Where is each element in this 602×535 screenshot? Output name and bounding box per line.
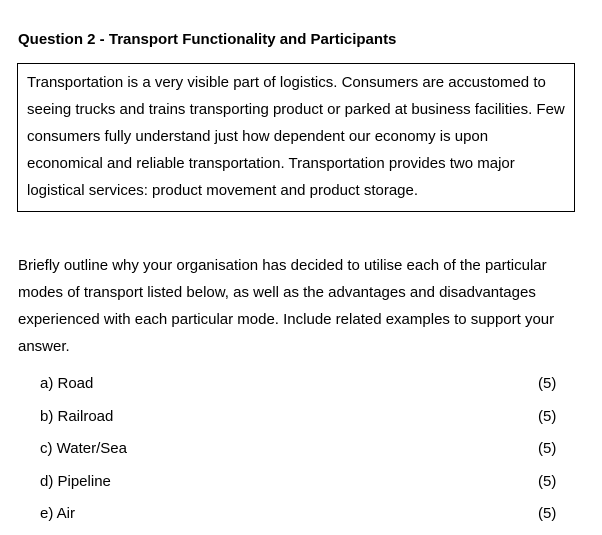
context-box: [17, 63, 575, 212]
instructions-text: Briefly outline why your organisation has decided to utilise each of the particular modes of transport listed below, as well as the advantages and disadvantages experienced with each particular mode. Include related examples to support your answer.: [18, 257, 555, 355]
sub-question-marks: (5): [538, 375, 557, 392]
sub-question-railroad: [40, 403, 560, 436]
sub-question-label: d) Pipeline: [40, 472, 111, 490]
sub-question-label: c) Water/Sea: [40, 440, 127, 457]
sub-question-label: e) Air: [40, 505, 76, 522]
sub-question-water-sea: [40, 435, 560, 468]
sub-question-marks: (5): [538, 472, 557, 490]
question-heading: [18, 31, 396, 49]
sub-question-pipeline: [40, 468, 560, 501]
heading-separator: -: [95, 31, 109, 48]
sub-question-list: [40, 370, 560, 533]
question-number: Question 2: [18, 31, 96, 48]
sub-question-marks: (5): [538, 407, 557, 425]
sub-question-marks: (5): [538, 440, 557, 457]
sub-question-label: b) Railroad: [40, 407, 114, 425]
context-text: Transportation is a very visible part of logistics. Consumers are accustomed to seeing trucks and trains transporting product or parked at business facilities. Few consumers fully understand just how dependent our economy is upon economical and reliable transportation. Transportation provides two major logistical services: product movement and product storage.: [27, 74, 565, 199]
sub-question-marks: (5): [538, 505, 557, 522]
sub-question-label: a) Road: [40, 375, 94, 392]
sub-question-air: [40, 500, 560, 533]
sub-question-road: [40, 370, 560, 403]
question-title: Transport Functionality and Participants: [108, 31, 397, 48]
